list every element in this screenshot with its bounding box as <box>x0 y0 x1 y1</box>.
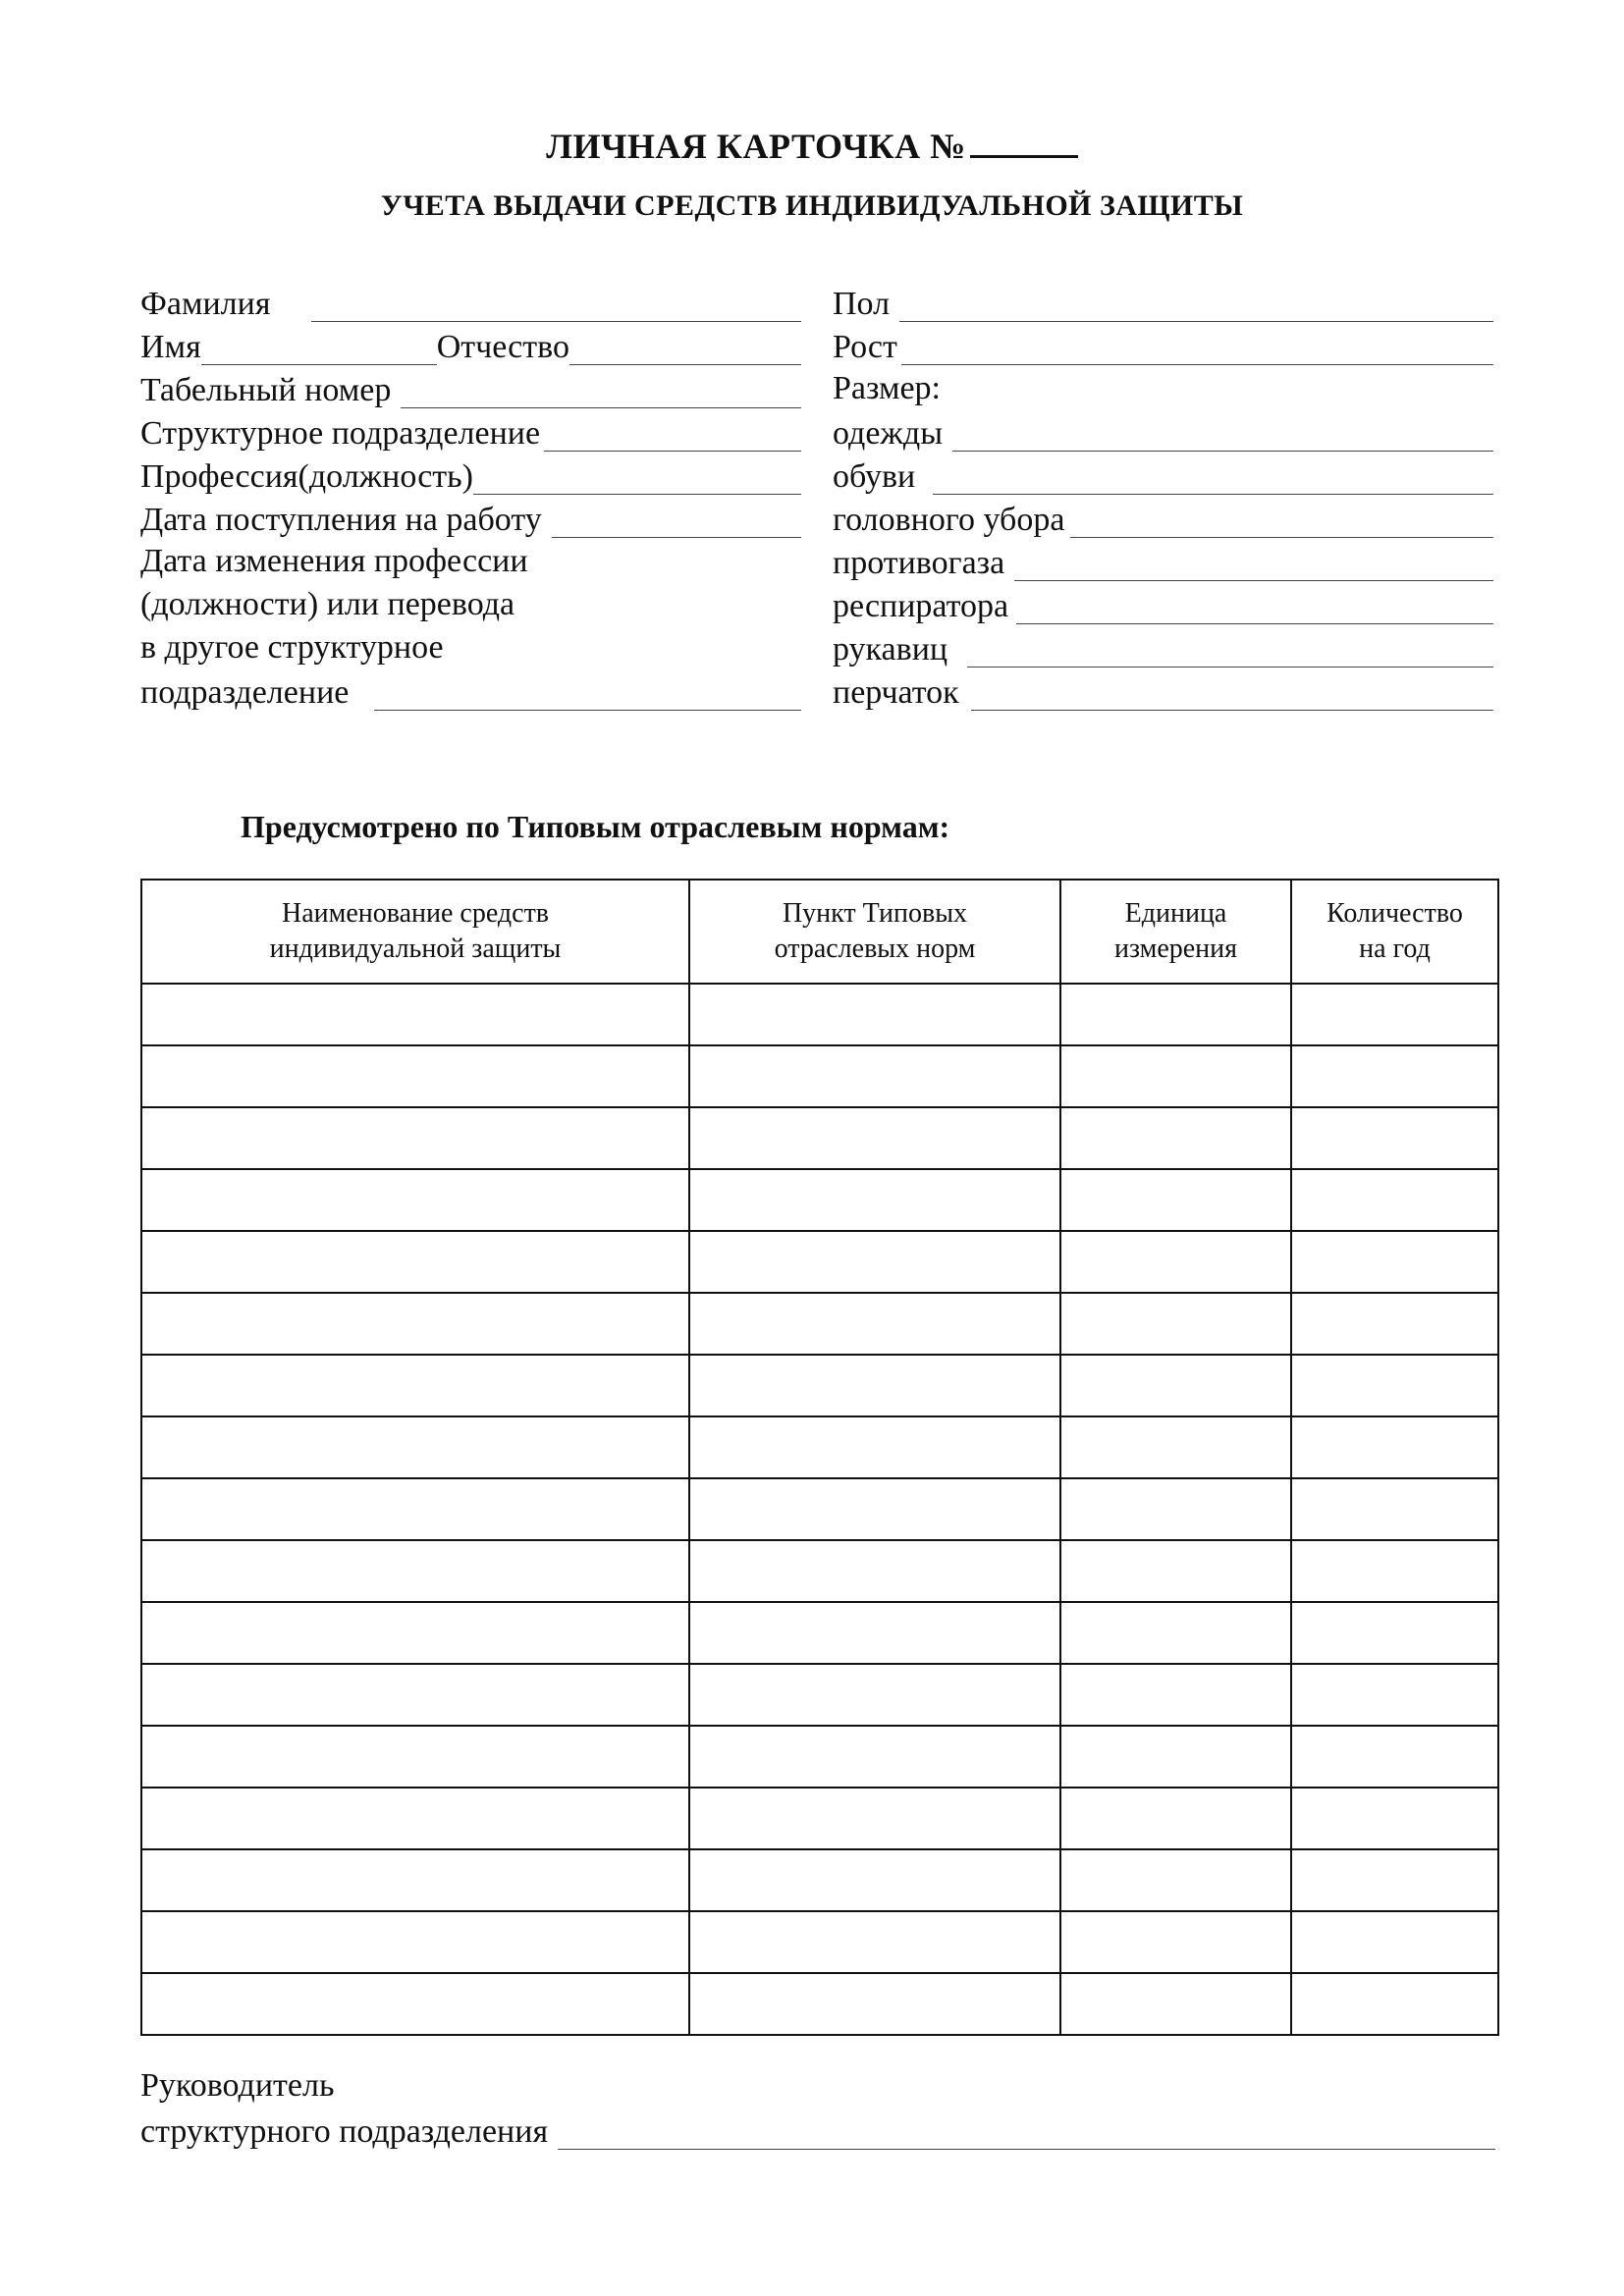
table-cell[interactable] <box>1291 1664 1498 1726</box>
clothing-size-field[interactable] <box>952 417 1493 452</box>
table-row <box>141 1911 1498 1973</box>
gas-mask-size-label: противогаза <box>833 545 1005 581</box>
department-label: Структурное подразделение <box>140 415 541 452</box>
table-cell[interactable] <box>689 984 1060 1045</box>
table-cell[interactable] <box>1060 984 1291 1045</box>
hire-date-row <box>140 497 801 540</box>
table-cell[interactable] <box>1291 1045 1498 1107</box>
table-cell[interactable] <box>141 1540 689 1602</box>
surname-label: Фамилия <box>140 286 271 322</box>
table-cell[interactable] <box>689 1788 1060 1849</box>
table-cell[interactable] <box>689 1169 1060 1231</box>
table-cell[interactable] <box>689 1540 1060 1602</box>
change-label-line3: в другое структурное <box>140 629 444 666</box>
table-cell[interactable] <box>141 984 689 1045</box>
gender-label: Пол <box>833 286 891 322</box>
headwear-size-label: головного убора <box>833 502 1065 538</box>
table-cell[interactable] <box>141 1107 689 1169</box>
size-heading: Размер: <box>833 370 942 406</box>
table-cell[interactable] <box>141 1726 689 1788</box>
change-label-line1: Дата изменения профессии <box>140 543 528 579</box>
table-row <box>141 1107 1498 1169</box>
table-cell[interactable] <box>1291 984 1498 1045</box>
department-row <box>140 410 801 454</box>
table-cell[interactable] <box>1060 1602 1291 1664</box>
gloves-size-field[interactable] <box>971 676 1493 711</box>
profession-label: Профессия(должность) <box>140 458 473 495</box>
table-cell[interactable] <box>141 1045 689 1107</box>
footwear-size-row <box>833 454 1493 497</box>
personnel-number-label: Табельный номер <box>140 372 392 408</box>
clothing-size-label: одежды <box>833 415 944 452</box>
height-row <box>833 324 1493 367</box>
table-row <box>141 984 1498 1045</box>
table-row <box>141 1293 1498 1355</box>
table-cell[interactable] <box>1291 1788 1498 1849</box>
table-cell[interactable] <box>141 1602 689 1664</box>
table-cell[interactable] <box>1060 1355 1291 1416</box>
table-cell[interactable] <box>141 1788 689 1849</box>
table-cell[interactable] <box>141 1293 689 1355</box>
table-row <box>141 1416 1498 1478</box>
table-cell[interactable] <box>1060 1416 1291 1478</box>
header-qty-per-year <box>1291 880 1498 984</box>
department-field[interactable] <box>544 417 801 452</box>
mittens-size-label: рукавиц <box>833 631 948 667</box>
respirator-size-field[interactable] <box>1016 590 1493 624</box>
gas-mask-size-row <box>833 540 1493 583</box>
table-cell[interactable] <box>141 1355 689 1416</box>
table-row <box>141 1788 1498 1849</box>
height-label: Рост <box>833 329 897 365</box>
header-unit-text: Единица измерения <box>1113 898 1238 964</box>
table-cell[interactable] <box>1060 1788 1291 1849</box>
signature-row <box>140 2109 1495 2152</box>
patronymic-field[interactable] <box>569 331 801 365</box>
table-cell[interactable] <box>1060 1849 1291 1911</box>
table-cell[interactable] <box>689 1293 1060 1355</box>
header-norm-item <box>689 880 1060 984</box>
table-cell[interactable] <box>1291 1911 1498 1973</box>
table-cell[interactable] <box>1060 1293 1291 1355</box>
headwear-size-field[interactable] <box>1070 504 1493 538</box>
footer-label-line1: Руководитель <box>140 2067 335 2104</box>
table-cell[interactable] <box>1291 1293 1498 1355</box>
height-field[interactable] <box>901 331 1493 365</box>
table-cell[interactable] <box>689 1973 1060 2035</box>
profession-row <box>140 454 801 497</box>
card-number-field[interactable] <box>970 126 1078 158</box>
table-row <box>141 1664 1498 1726</box>
gender-field[interactable] <box>899 288 1493 322</box>
table-cell[interactable] <box>1060 1478 1291 1540</box>
name-row <box>140 324 801 367</box>
table-cell[interactable] <box>1291 1973 1498 2035</box>
table-cell[interactable] <box>689 1726 1060 1788</box>
table-row <box>141 1602 1498 1664</box>
header-unit <box>1060 880 1291 984</box>
table-cell[interactable] <box>689 1355 1060 1416</box>
table-cell[interactable] <box>689 1602 1060 1664</box>
table-cell[interactable] <box>689 1911 1060 1973</box>
table-row <box>141 1045 1498 1107</box>
signature-field[interactable] <box>558 2115 1495 2150</box>
footwear-size-label: обуви <box>833 458 916 495</box>
table-row <box>141 1849 1498 1911</box>
header-qty-per-year-text: Количество на год <box>1326 898 1463 964</box>
table-cell[interactable] <box>1291 1849 1498 1911</box>
hire-date-field[interactable] <box>552 504 801 538</box>
norms-section-title: Предусмотрено по Типовым отраслевым нормам: <box>241 809 950 844</box>
table-cell[interactable] <box>689 1849 1060 1911</box>
table-cell[interactable] <box>689 1231 1060 1293</box>
table-cell[interactable] <box>689 1664 1060 1726</box>
table-cell[interactable] <box>1291 1355 1498 1416</box>
profession-field[interactable] <box>473 460 801 495</box>
table-cell[interactable] <box>1060 1911 1291 1973</box>
card-subtitle: УЧЕТА ВЫДАЧИ СРЕДСТВ ИНДИВИДУАЛЬНОЙ ЗАЩИТЫ <box>380 189 1244 222</box>
table-cell[interactable] <box>1291 1540 1498 1602</box>
table-cell[interactable] <box>689 1478 1060 1540</box>
gloves-size-row <box>833 669 1493 713</box>
patronymic-label: Отчество <box>436 329 569 365</box>
headwear-size-row <box>833 497 1493 540</box>
hire-date-label: Дата поступления на работу <box>140 502 542 538</box>
mittens-size-row <box>833 626 1493 669</box>
header-ppe-name <box>141 880 689 984</box>
ppe-norms-table <box>140 879 1499 2036</box>
table-cell[interactable] <box>141 1169 689 1231</box>
personnel-number-row <box>140 367 801 410</box>
gloves-size-label: перчаток <box>833 674 959 711</box>
gas-mask-size-field[interactable] <box>1014 547 1493 581</box>
name-field[interactable] <box>201 331 437 365</box>
respirator-size-label: респиратора <box>833 588 1009 624</box>
table-cell[interactable] <box>689 1416 1060 1478</box>
table-row <box>141 1973 1498 2035</box>
table-row <box>141 1169 1498 1231</box>
card-title-text: ЛИЧНАЯ КАРТОЧКА № <box>546 127 966 166</box>
table-row <box>141 1540 1498 1602</box>
table-cell[interactable] <box>1291 1231 1498 1293</box>
table-cell[interactable] <box>141 1416 689 1478</box>
table-cell[interactable] <box>1060 1107 1291 1169</box>
mittens-size-field[interactable] <box>967 633 1493 667</box>
gender-row <box>833 281 1493 324</box>
footer-label-line2: структурного подразделения <box>140 2113 549 2150</box>
change-label-line2: (должности) или перевода <box>140 586 515 622</box>
table-cell[interactable] <box>1060 1664 1291 1726</box>
card-title <box>0 126 1624 167</box>
name-label: Имя <box>140 329 201 365</box>
table-cell[interactable] <box>1291 1726 1498 1788</box>
header-ppe-name-text: Наименование средств индивидуальной защиты <box>269 898 562 964</box>
table-cell[interactable] <box>1291 1478 1498 1540</box>
table-cell[interactable] <box>1291 1169 1498 1231</box>
change-field[interactable] <box>374 676 801 711</box>
table-cell[interactable] <box>141 1849 689 1911</box>
table-cell[interactable] <box>1060 1540 1291 1602</box>
table-cell[interactable] <box>141 1664 689 1726</box>
table-row <box>141 1478 1498 1540</box>
table-cell[interactable] <box>1291 1602 1498 1664</box>
table-cell[interactable] <box>1060 1973 1291 2035</box>
table-cell[interactable] <box>1060 1045 1291 1107</box>
table-cell[interactable] <box>689 1107 1060 1169</box>
table-row <box>141 1355 1498 1416</box>
table-cell[interactable] <box>1060 1231 1291 1293</box>
header-norm-item-text: Пункт Типовых отраслевых норм <box>774 898 976 964</box>
table-cell[interactable] <box>141 1973 689 2035</box>
surname-row <box>140 281 801 324</box>
table-cell[interactable] <box>689 1045 1060 1107</box>
table-cell[interactable] <box>141 1478 689 1540</box>
table-cell[interactable] <box>141 1231 689 1293</box>
table-cell[interactable] <box>1060 1169 1291 1231</box>
table-row <box>141 1231 1498 1293</box>
table-cell[interactable] <box>1291 1107 1498 1169</box>
table-cell[interactable] <box>141 1911 689 1973</box>
table-cell[interactable] <box>1060 1726 1291 1788</box>
respirator-size-row <box>833 583 1493 626</box>
change-label-line4: подразделение <box>140 674 350 711</box>
surname-field[interactable] <box>311 288 801 322</box>
table-body <box>141 984 1498 2035</box>
clothing-size-row <box>833 410 1493 454</box>
table-row <box>141 1726 1498 1788</box>
table-header-row <box>141 880 1498 984</box>
footwear-size-field[interactable] <box>933 460 1493 495</box>
change-row <box>140 669 801 713</box>
table-cell[interactable] <box>1291 1416 1498 1478</box>
personnel-number-field[interactable] <box>401 374 801 408</box>
